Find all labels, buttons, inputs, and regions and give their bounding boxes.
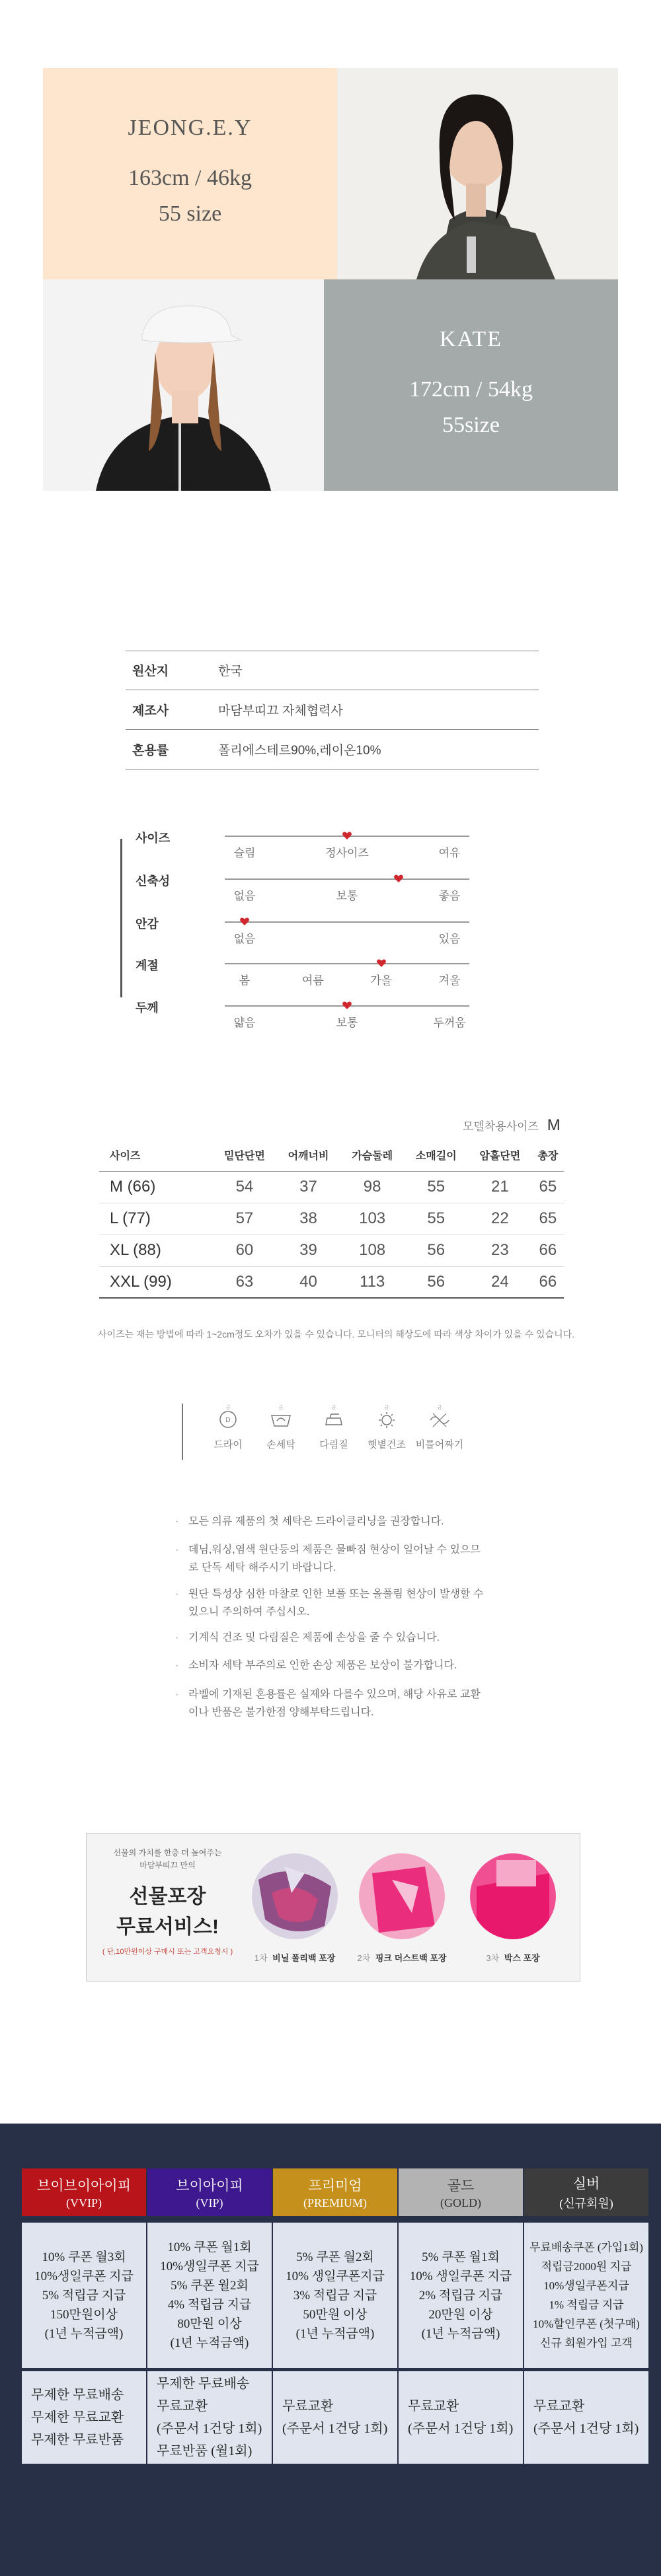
size-cell: 65	[532, 1203, 564, 1234]
size-cell: 63	[213, 1266, 277, 1298]
feature-option: 여름	[301, 974, 324, 987]
tier-benefit: (1년 누적금액)	[170, 2336, 249, 2350]
size-cell: M (66)	[99, 1171, 213, 1203]
tier-extra-item: 무제한 무료반품	[31, 2433, 124, 2447]
size-cell: 37	[276, 1171, 340, 1203]
gift-step-no: 1차	[254, 1953, 268, 1963]
care-dry	[202, 1404, 254, 1451]
care-label: 다림질	[319, 1439, 348, 1450]
feature-option: 보통	[336, 890, 358, 902]
size-cell: 23	[468, 1234, 532, 1266]
care-note: · 기계식 건조 및 다림질은 제품에 손상을 줄 수 있습니다.	[175, 1629, 486, 1647]
selected-heart-icon	[239, 916, 250, 927]
care-label: 손세탁	[266, 1439, 295, 1450]
tier-benefits	[524, 2223, 648, 2368]
svg-text:금: 금	[278, 1406, 284, 1410]
size-cell: 38	[276, 1203, 340, 1234]
tier-benefit: (1년 누적금액)	[295, 2326, 375, 2341]
tier-en: (VIP)	[196, 2196, 223, 2209]
tier-header	[273, 2168, 397, 2216]
dry-clean-icon	[215, 1404, 241, 1430]
care-note: · 모든 의류 제품의 첫 세탁은 드라이클리닝을 권장합니다.	[175, 1513, 486, 1530]
tier-extra-item: (주문서 1건당 1회)	[157, 2421, 262, 2436]
feature-option: 봄	[239, 974, 251, 987]
tier-benefit: 4% 적립금 지급	[167, 2298, 252, 2312]
gift-step-label: 비닐 폴리백 포장	[272, 1953, 336, 1963]
size-cell: 113	[340, 1266, 405, 1298]
tier-benefit: 5% 적립금 지급	[42, 2288, 126, 2303]
size-note: 사이즈는 재는 방법에 따라 1~2cm정도 오차가 있을 수 있습니다. 모니터의 해상도에 따라 색상 차이가 있을 수 있습니다.	[98, 1329, 575, 1340]
info-row-maker	[126, 690, 539, 730]
tier-benefit: 2% 적립금 지급	[418, 2288, 503, 2303]
feature-vertical-line	[120, 839, 122, 997]
feature-option: 얇음	[233, 1017, 256, 1029]
info-row-material	[126, 730, 539, 769]
care-label: 비틀어짜기	[415, 1439, 464, 1450]
tier-name: 골드	[447, 2177, 475, 2194]
tier-benefits	[22, 2223, 146, 2368]
worn-size-label: 모델착용사이즈	[463, 1120, 539, 1133]
tier-extra	[524, 2371, 648, 2464]
care-note: · 소비자 세탁 부주의로 인한 손상 제품은 보상이 불가합니다.	[175, 1657, 486, 1674]
info-value: 한국	[218, 664, 243, 678]
gift-pre: 선물의 가치를 한층 더 높여주는	[113, 1848, 222, 1857]
tier-extra	[399, 2371, 523, 2464]
feature-option: 정사이즈	[325, 847, 369, 859]
size-cell: 54	[213, 1171, 277, 1203]
svg-text:금: 금	[331, 1406, 336, 1410]
care-note: · 데님,워싱,염색 원단등의 제품은 물빠짐 현상이 일어날 수 있으므로 단독 세탁 해주시기 바랍니다.	[175, 1541, 486, 1577]
tier-extra-item: 무료교환	[533, 2399, 585, 2414]
tier-benefit: 10%생일쿠폰지급	[543, 2279, 629, 2292]
tier-benefit: 적립금2000원 지급	[541, 2260, 632, 2273]
gift-step-1	[239, 1951, 351, 1964]
size-cell: 22	[468, 1203, 532, 1234]
svg-text:금: 금	[225, 1406, 231, 1410]
size-header-cell: 가슴둘레	[340, 1139, 405, 1171]
gift-step-label: 박스 포장	[504, 1953, 540, 1963]
tier-benefit: 10% 생일쿠폰 지급	[409, 2269, 512, 2283]
feature-option: 슬림	[233, 847, 256, 859]
tier-header	[399, 2168, 523, 2216]
tier-benefits	[399, 2223, 523, 2368]
tier-extra	[273, 2371, 397, 2464]
care-wring	[413, 1404, 466, 1451]
model-size: 55size	[442, 413, 500, 437]
tier-benefit: 20만원 이상	[428, 2307, 493, 2322]
feature-option: 좋음	[438, 890, 461, 902]
tier-extra-item: 무료교환	[157, 2399, 208, 2414]
feature-option: 없음	[233, 890, 256, 902]
svg-text:금: 금	[437, 1406, 442, 1410]
worn-size-value: M	[547, 1116, 561, 1134]
tier-en: (신규회원)	[559, 2197, 613, 2210]
tier-benefit: 10%할인쿠폰 (첫구매)	[533, 2318, 640, 2330]
tier-extra	[147, 2371, 272, 2464]
gift-image-1	[252, 1853, 338, 1939]
size-table-header	[99, 1139, 564, 1171]
info-row-origin	[126, 651, 539, 690]
model-photo-1	[337, 68, 618, 279]
tier-benefit: 5% 쿠폰 월1회	[422, 2250, 500, 2264]
size-cell: 65	[532, 1171, 564, 1203]
tier-benefit: 10% 쿠폰 월3회	[42, 2250, 126, 2264]
size-header-cell: 사이즈	[99, 1139, 213, 1171]
gift-image-2	[359, 1853, 445, 1939]
size-header-cell: 총장	[532, 1139, 564, 1171]
feature-option: 가을	[370, 974, 393, 987]
size-cell: 39	[276, 1234, 340, 1266]
model-name: KATE	[440, 327, 502, 351]
tier-benefit: (1년 누적금액)	[421, 2326, 500, 2341]
tier-en: (GOLD)	[440, 2196, 481, 2209]
tier-benefit: 10% 생일쿠폰지급	[286, 2269, 385, 2283]
tier-header	[524, 2168, 648, 2216]
iron-icon	[321, 1404, 347, 1430]
model-block-1	[43, 68, 618, 279]
worn-size	[463, 1116, 561, 1135]
svg-text:D: D	[225, 1417, 231, 1424]
care-label: 햇볕건조	[368, 1439, 406, 1450]
tier-benefit: 50만원 이상	[303, 2307, 368, 2322]
size-cell: 60	[213, 1234, 277, 1266]
care-sun-dry	[360, 1404, 413, 1451]
feature-option: 있음	[438, 933, 461, 945]
feature-option: 여유	[438, 847, 461, 859]
model-info-2	[324, 279, 618, 491]
selected-heart-icon	[393, 873, 404, 884]
sun-dry-icon	[373, 1404, 400, 1430]
size-row	[99, 1266, 564, 1298]
care-handwash	[254, 1404, 307, 1451]
tier-extra-item: (주문서 1건당 1회)	[282, 2421, 388, 2436]
size-header-cell: 어깨너비	[276, 1139, 340, 1171]
info-key: 제조사	[132, 704, 169, 718]
info-key: 혼용률	[132, 744, 169, 758]
tier-extra-item: (주문서 1건당 1회)	[408, 2421, 514, 2436]
gift-step-3	[457, 1951, 569, 1964]
feature-label: 계절	[136, 959, 159, 972]
tier-benefit: 신규 회원가입 고객	[540, 2337, 633, 2349]
tier-benefits	[273, 2223, 397, 2368]
tier-extra-item: 무료교환	[282, 2399, 334, 2414]
feature-label: 안감	[136, 917, 159, 931]
feature-option: 없음	[233, 933, 256, 945]
size-cell: 24	[468, 1266, 532, 1298]
tier-name: 프리미엄	[308, 2177, 362, 2194]
gift-image-3	[470, 1853, 556, 1939]
feature-label: 사이즈	[136, 832, 171, 845]
size-cell: 40	[276, 1266, 340, 1298]
info-value: 폴리에스테르90%,레이온10%	[218, 744, 381, 758]
feature-scale-line	[225, 963, 469, 964]
care-note: · 원단 특성상 심한 마찰로 인한 보풀 또는 올풀림 현상이 발생할 수 있으니 주의하여 주십시오.	[175, 1585, 486, 1621]
feature-scale-line	[225, 921, 469, 923]
wring-icon	[426, 1404, 453, 1430]
model-block-2	[43, 279, 618, 491]
size-header-cell: 암홀단면	[468, 1139, 532, 1171]
size-cell: 21	[468, 1171, 532, 1203]
selected-heart-icon	[376, 958, 387, 968]
tier-extra-item: 무제한 무료교환	[31, 2410, 124, 2425]
gift-sub: ( 단,10만원이상 구매시 또는 고객요청시 )	[102, 1948, 233, 1956]
size-cell: 98	[340, 1171, 405, 1203]
feature-label: 두께	[136, 1001, 159, 1015]
model-height-weight: 163cm / 46kg	[128, 166, 252, 190]
model-size: 55 size	[158, 201, 222, 226]
size-cell: 55	[404, 1203, 468, 1234]
size-cell: XXL (99)	[99, 1266, 213, 1298]
tier-benefit: 무료배송쿠폰 (가입1회)	[529, 2241, 643, 2254]
tier-extra	[22, 2371, 146, 2464]
size-cell: XL (88)	[99, 1234, 213, 1266]
size-row	[99, 1203, 564, 1234]
tier-benefits	[147, 2223, 272, 2368]
feature-option: 겨울	[438, 974, 461, 987]
tier-benefit: 10%생일쿠폰 지급	[160, 2260, 259, 2273]
tier-name: 브이아이피	[176, 2177, 243, 2194]
model-photo-2	[43, 279, 324, 491]
selected-heart-icon	[342, 830, 352, 841]
size-cell: 103	[340, 1203, 405, 1234]
tier-header	[147, 2168, 272, 2216]
gift-title-2: 무료서비스!	[116, 1916, 219, 1938]
tier-name: 브이브이아이피	[36, 2177, 131, 2194]
gift-brand: 마담부띠끄 만의	[139, 1861, 196, 1870]
gift-step-label: 핑크 더스트백 포장	[375, 1953, 447, 1963]
tier-extra-item: 무료교환	[408, 2399, 459, 2414]
tier-benefit: (1년 누적금액)	[44, 2326, 124, 2341]
feature-option: 두꺼움	[433, 1017, 466, 1029]
tier-en: (VVIP)	[66, 2196, 102, 2209]
care-label: 드라이	[214, 1439, 243, 1450]
tier-benefit: 5% 쿠폰 월2회	[171, 2279, 249, 2293]
feature-label: 신축성	[136, 875, 171, 888]
gift-step-no: 2차	[357, 1953, 371, 1963]
tier-extra-item: (주문서 1건당 1회)	[533, 2421, 639, 2436]
size-cell: 66	[532, 1234, 564, 1266]
tier-header	[22, 2168, 146, 2216]
size-row	[99, 1171, 564, 1203]
size-cell: 108	[340, 1234, 405, 1266]
size-cell: 56	[404, 1266, 468, 1298]
tier-benefit: 1% 적립금 지급	[549, 2299, 624, 2311]
model-name: JEONG.E.Y	[128, 116, 253, 140]
tier-benefit: 150만원이상	[50, 2307, 118, 2322]
tier-benefit: 3% 적립금 지급	[293, 2288, 377, 2303]
feature-scale-line	[225, 878, 469, 880]
tier-benefit: 5% 쿠폰 월2회	[296, 2250, 374, 2264]
size-cell: 66	[532, 1266, 564, 1298]
size-cell: 55	[404, 1171, 468, 1203]
size-row	[99, 1234, 564, 1266]
tier-benefit: 10%생일쿠폰 지급	[34, 2269, 134, 2283]
care-note: · 라벨에 기재된 혼용률은 실제와 다를수 있으며, 해당 사유로 교환이나 반품은 불가한점 양해부탁드립니다.	[175, 1686, 486, 1721]
feature-option: 보통	[336, 1017, 358, 1029]
size-header-cell: 소매길이	[404, 1139, 468, 1171]
tier-extra-item: 무료반품 (월1회)	[157, 2444, 253, 2458]
care-iron	[307, 1404, 360, 1451]
size-cell: L (77)	[99, 1203, 213, 1234]
tier-extra-item: 무제한 무료배송	[157, 2377, 250, 2391]
size-cell: 56	[404, 1234, 468, 1266]
info-key: 원산지	[132, 664, 169, 678]
hand-wash-icon	[268, 1404, 294, 1430]
gift-title-1: 선물포장	[129, 1886, 206, 1908]
info-value: 마담부띠끄 자체협력사	[218, 704, 343, 718]
gift-text-block	[87, 1847, 249, 1956]
model-info-1	[43, 68, 337, 279]
tier-benefit: 10% 쿠폰 월1회	[167, 2240, 252, 2254]
gift-step-2	[346, 1951, 458, 1964]
tier-extra-item: 무제한 무료배송	[31, 2388, 124, 2402]
gift-banner	[86, 1833, 580, 1982]
tier-en: (PREMIUM)	[303, 2196, 367, 2209]
size-header-cell: 밑단단면	[213, 1139, 277, 1171]
gift-step-no: 3차	[486, 1953, 500, 1963]
care-left-line	[182, 1404, 183, 1460]
size-cell: 57	[213, 1203, 277, 1234]
model-height-weight: 172cm / 54kg	[409, 377, 533, 402]
size-table	[99, 1139, 564, 1299]
selected-heart-icon	[342, 1000, 352, 1011]
tier-benefit: 80만원 이상	[177, 2317, 242, 2331]
tier-name: 실버	[572, 2176, 600, 2192]
svg-text:금: 금	[384, 1406, 389, 1410]
